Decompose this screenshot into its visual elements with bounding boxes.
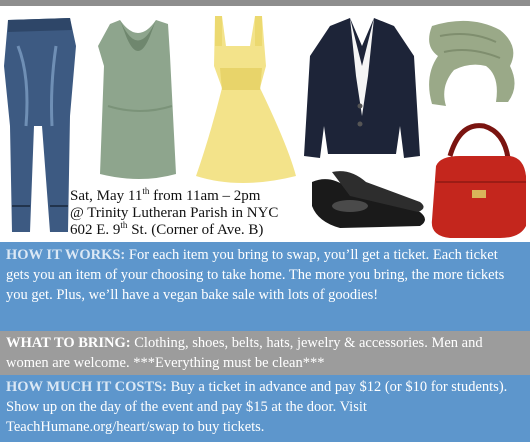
what-to-bring-text: Clothing, shoes, belts, hats, jewelry & accessories. Men and women are welcome. ***Everything must be clean*** (6, 335, 483, 371)
green-top-image (98, 20, 176, 179)
event-venue: @ Trinity Lutheran Parish in NYC (70, 205, 279, 221)
black-flats-image (312, 171, 425, 228)
how-it-works-heading: HOW IT WORKS: (6, 247, 126, 263)
clothing-photos (0, 6, 530, 242)
jeans-image (4, 18, 76, 232)
event-address: 602 E. 9th St. (Corner of Ave. B) (70, 220, 264, 238)
event-date: Sat, May 11th from 11am – 2pm (70, 186, 261, 204)
green-scarf-image (429, 21, 514, 106)
how-much-heading: HOW MUCH IT COSTS: (6, 379, 168, 395)
how-it-works-section (0, 242, 530, 331)
yellow-dress-image (196, 16, 296, 183)
event-info (70, 188, 278, 239)
red-handbag-image (432, 126, 526, 238)
how-much-section (0, 375, 530, 442)
navy-blazer-image (304, 18, 420, 158)
how-it-works-text: For each item you bring to swap, you’ll get a ticket. Each ticket gets you an item of your choosing to take home. The more you bring, the more tickets you get. Plus, we’ll have a vegan bake sale with lots of goodies! (6, 247, 505, 303)
what-to-bring-section (0, 331, 530, 375)
what-to-bring-heading: WHAT TO BRING: (6, 335, 131, 351)
how-much-text: Buy a ticket in advance and pay $12 (or $10 for students). Show up on the day of the event and pay $15 at the door. Visit TeachHumane.org/heart/swap to buy tickets. (6, 379, 508, 435)
